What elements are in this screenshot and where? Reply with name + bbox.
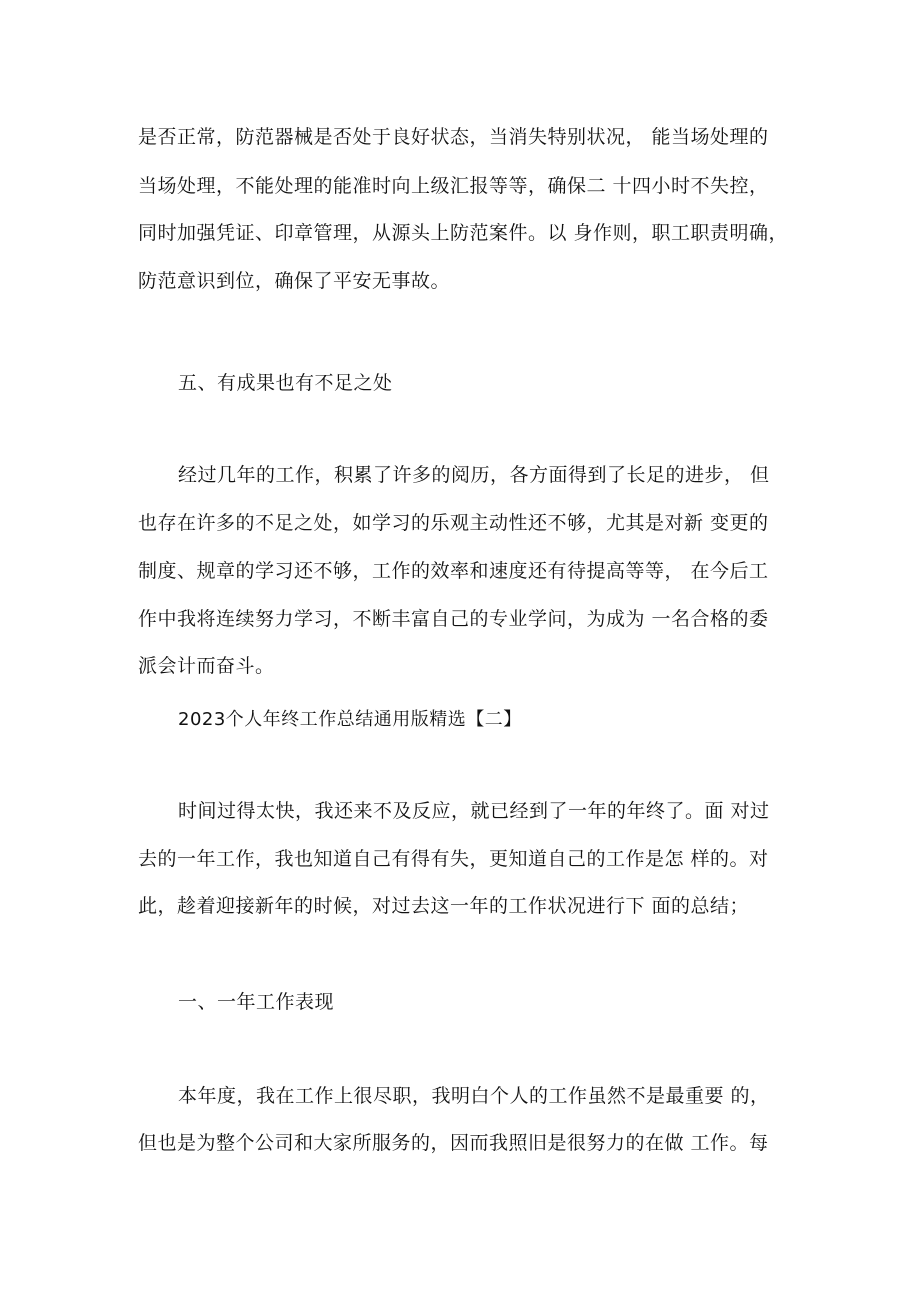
- paragraph-line: 此，趁着迎接新年的时候，对过去这一年的工作状况进行下 面的总结；: [138, 895, 750, 917]
- paragraph-line: 去的一年工作，我也知道自己有得有失，更知道自己的工作是怎 样的。对: [138, 848, 769, 870]
- paragraph-line: 经过几年的工作，积累了许多的阅历，各方面得到了长足的进步， 但: [178, 464, 770, 486]
- section-heading: 五、有成果也有不足之处: [178, 372, 393, 394]
- section-heading: 一、一年工作表现: [178, 991, 335, 1013]
- article-title: 2023个人年终工作总结通用版精选【二】: [178, 709, 522, 730]
- paragraph-line: 时间过得太快，我还来不及反应，就已经到了一年的年终了。面 对过: [178, 800, 770, 822]
- paragraph-line: 派会计而奋斗。: [138, 655, 275, 677]
- paragraph-line: 也存在许多的不足之处，如学习的乐观主动性还不够，尤其是对新 变更的: [138, 512, 769, 534]
- paragraph-line: 但也是为整个公司和大家所服务的，因而我照旧是很努力的在做 工作。每: [138, 1132, 769, 1154]
- paragraph-line: 作中我将连续努力学习，不断丰富自己的专业学问，为成为 一名合格的委: [138, 608, 769, 630]
- paragraph-line: 当场处理，不能处理的能准时向上级汇报等等，确保二 十四小时不失控，: [138, 175, 769, 197]
- paragraph-line: 本年度，我在工作上很尽职，我明白个人的工作虽然不是最重要 的，: [178, 1085, 770, 1107]
- paragraph-line: 制度、规章的学习还不够，工作的效率和速度还有待提高等等， 在今后工: [138, 560, 769, 582]
- paragraph-line: 同时加强凭证、印章管理，从源头上防范案件。以 身作则，职工职责明确，: [138, 222, 789, 244]
- paragraph-line: 防范意识到位，确保了平安无事故。: [138, 270, 451, 292]
- paragraph-line: 是否正常，防范器械是否处于良好状态，当消失特别状况， 能当场处理的: [138, 126, 769, 148]
